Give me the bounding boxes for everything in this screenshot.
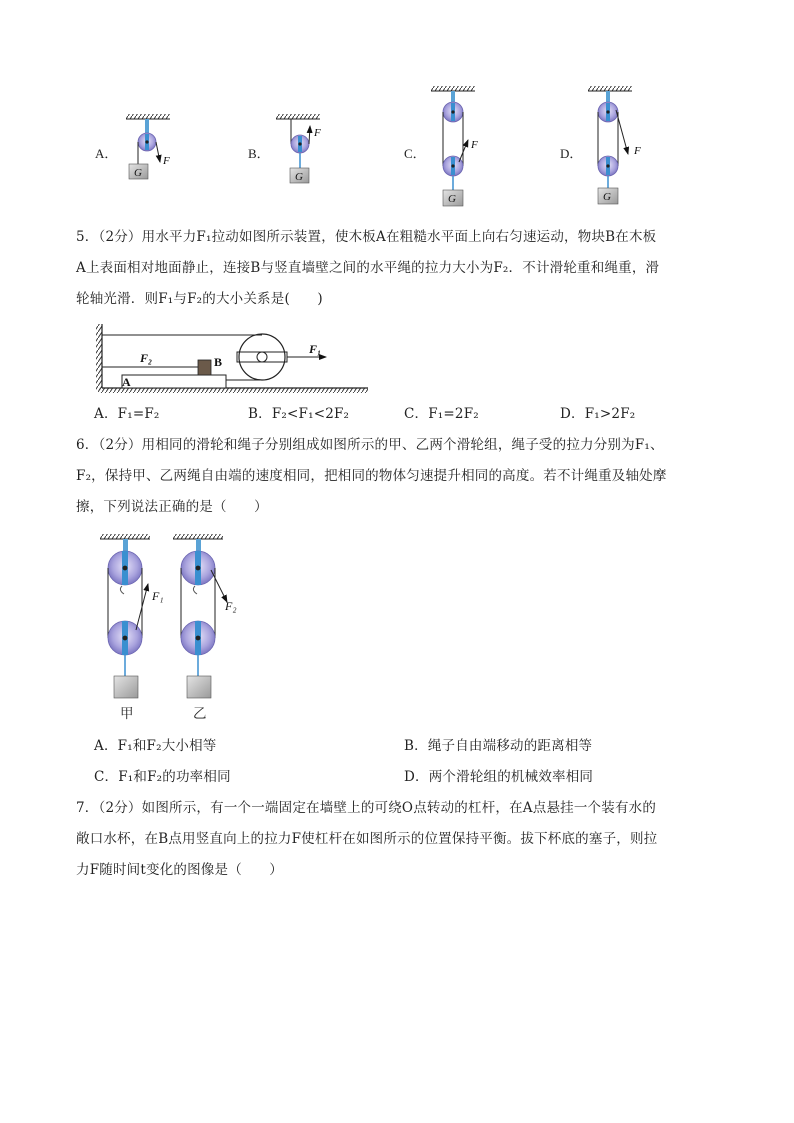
weight-block [114,676,138,698]
q4-figure-d-pulley-system [582,82,652,210]
q5-option-b[interactable]: B．F₂<F₁<2F₂ [248,406,350,422]
q7-text-line-2: 敞口水杯，在B点用竖直向上的拉力F使杠杆在如图所示的位置保持平衡。拔下杯底的塞子，则拉 [76,831,658,847]
q4-option-a-letter: A． [95,146,118,161]
svg-text:F₂: F₂ [140,351,153,365]
q6-figure-yi [167,530,247,730]
q6-option-b[interactable]: B．绳子自由端移动的距离相等 [404,738,593,754]
q4-option-b-letter: B． [248,146,270,161]
svg-text:F: F [471,139,478,151]
q6-text-line-3: 擦，下列说法正确的是（ ） [76,499,268,515]
q4-option-d-letter: D． [560,146,583,161]
svg-text:F₂: F₂ [225,599,237,613]
svg-text:F: F [163,155,170,167]
svg-text:G: G [295,171,303,183]
q5-option-d[interactable]: D．F₁>2F₂ [560,406,636,422]
svg-text:F₁: F₁ [152,589,164,603]
q6-label-jia: 甲 [120,706,134,722]
svg-text:G: G [603,191,611,203]
weight-block [187,676,211,698]
q4-figure-b-movable-pulley [270,110,340,188]
q6-option-c[interactable]: C．F₁和F₂的功率相同 [94,769,231,785]
svg-text:A: A [122,375,131,389]
svg-text:F: F [314,127,321,139]
q7-text-line-1: 7．（2分）如图所示，有一个一端固定在墙壁上的可绕O点转动的杠杆，在A点悬挂一个装有水的 [76,800,657,816]
q4-figure-c-pulley-system [425,82,495,210]
q6-figure-jia [94,530,164,730]
q7-text-line-3: 力F随时间t变化的图像是（ ） [76,862,283,878]
q6-text-line-2: F₂，保持甲、乙两绳自由端的速度相同，把相同的物体匀速提升相同的高度。若不计绳重及轴处摩 [76,468,667,484]
q4-option-c-letter: C． [404,146,426,161]
q5-option-c[interactable]: C．F₁=2F₂ [404,406,479,422]
q5-text-line-1: 5．（2分）用水平力F₁拉动如图所示装置，使木板A在粗糙水平面上向右匀速运动，物块B在木板 [76,229,657,245]
q4-figure-a-fixed-pulley [120,110,190,185]
q6-text-line-1: 6．（2分）用相同的滑轮和绳子分别组成如图所示的甲、乙两个滑轮组，绳子受的拉力分别为F₁、 [76,437,664,453]
q5-option-a[interactable]: A．F₁=F₂ [94,406,160,422]
q5-figure-board-pulley [94,320,384,394]
pulley-icon [239,334,285,380]
q5-text-line-3: 轮轴光滑．则F₁与F₂的大小关系是( ) [76,291,323,307]
svg-text:F₁: F₁ [309,342,322,356]
q6-option-d[interactable]: D．两个滑轮组的机械效率相同 [404,769,594,785]
svg-text:F: F [634,145,641,157]
svg-text:G: G [448,193,456,205]
q6-label-yi: 乙 [193,706,207,722]
svg-text:B: B [214,355,223,369]
q5-text-line-2: A上表面相对地面静止，连接B与竖直墙壁之间的水平绳的拉力大小为F₂．不计滑轮重和绳重，滑 [76,260,660,276]
q6-option-a[interactable]: A．F₁和F₂大小相等 [94,738,217,754]
block-b [198,360,211,375]
svg-text:G: G [134,167,142,179]
